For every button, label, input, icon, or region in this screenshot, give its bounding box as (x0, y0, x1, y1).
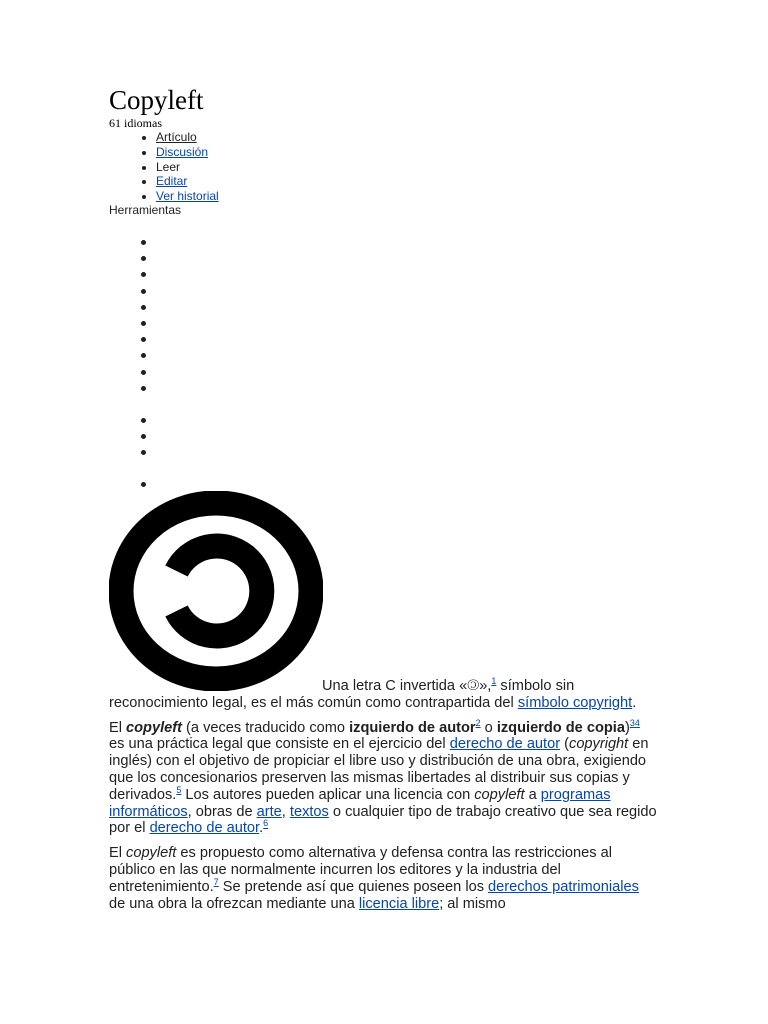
link-derecho-de-autor[interactable]: derecho de autor (449, 736, 561, 753)
tab-history-link[interactable]: Ver historial (156, 189, 219, 204)
tab-discussion (156, 145, 219, 160)
text: (a veces traducido como (181, 719, 350, 736)
term-copyright: copyright (569, 736, 629, 753)
term-copyleft: copyleft (126, 719, 182, 736)
text: es propuesto como alternativa y defensa contra las restricciones al público en las que normalmente incurren los editores y la industria del entretenimiento. (109, 845, 612, 895)
link-licencia-libre[interactable]: licencia libre (358, 895, 440, 912)
tab-article (156, 130, 219, 145)
paragraph (109, 845, 657, 912)
link-programas-informaticos[interactable]: programas informáticos (109, 786, 611, 820)
caption-text: . (632, 694, 637, 711)
reference-link[interactable]: 7 (213, 876, 219, 887)
text: , (281, 803, 290, 820)
link-derechos-patrimoniales[interactable]: derechos patrimoniales (488, 878, 639, 895)
text: El (109, 845, 127, 862)
reference-link[interactable]: 3 (629, 717, 635, 728)
link-textos[interactable]: textos (289, 803, 329, 820)
term-copyleft: copyleft (474, 786, 525, 803)
reference-link[interactable]: 2 (475, 717, 481, 728)
term-copyleft: copyleft (126, 845, 177, 862)
text: es una práctica legal que consiste en el ejercicio del (109, 736, 450, 753)
text: ) (624, 719, 630, 736)
reference-link[interactable]: 5 (176, 784, 182, 795)
reference-link[interactable]: 1 (491, 676, 497, 687)
text: El (109, 719, 127, 736)
text: a (524, 786, 541, 803)
term-izquierdo-de-copia: izquierdo de copia (496, 719, 625, 736)
text: ; al mismo (439, 895, 506, 912)
tab-article-link[interactable]: Artículo (156, 130, 197, 144)
text: o (480, 719, 497, 736)
tab-edit (156, 174, 219, 189)
text: Se pretende así que quienes poseen los (218, 878, 489, 895)
tab-history (156, 189, 219, 204)
text: ( (560, 736, 570, 753)
caption-text: símbolo sin reconocimiento legal, es el más común como contrapartida del (109, 678, 575, 711)
text: o cualquier tipo de trabajo creativo que sea regido por el (109, 803, 657, 837)
reference-marker (263, 819, 268, 829)
link-arte[interactable]: arte (256, 803, 282, 820)
caption-text: Una letra C invertida « (322, 678, 468, 694)
tab-discussion-link[interactable]: Discusión (156, 144, 209, 159)
page-title: Copyleft (109, 85, 204, 115)
tab-read-label[interactable]: Leer (156, 159, 181, 174)
reference-link[interactable]: 6 (263, 818, 269, 829)
link-copyright-symbol[interactable]: símbolo copyright (517, 694, 633, 711)
text: , obras de (187, 803, 257, 820)
text: . (259, 820, 264, 837)
copyleft-logo-image (109, 491, 323, 691)
copyleft-symbol-glyph: 🄯 (467, 678, 480, 694)
text: de una obra la ofrezcan mediante una (109, 895, 359, 912)
text: Los autores pueden aplicar una licencia con (181, 786, 475, 803)
reference-marker (630, 718, 640, 728)
image-caption (109, 678, 657, 712)
tools-menu-label[interactable]: Herramientas (109, 203, 182, 217)
reference-link[interactable]: 4 (634, 717, 640, 728)
tab-read (156, 160, 219, 175)
term-izquierdo-de-autor: izquierdo de autor (349, 719, 476, 736)
text: en inglés) con el objetivo de propiciar el libre uso y distribución de una obra, exigiendo que los concesionarios preserven las mismas libertades al distribuir sus copias y derivados. (109, 736, 649, 803)
link-derecho-de-autor[interactable]: derecho de autor (149, 820, 260, 837)
article-content (109, 678, 657, 920)
page-tabs (135, 130, 219, 204)
paragraph (109, 717, 657, 838)
caption-text: », (479, 678, 492, 694)
tab-edit-link[interactable]: Editar (156, 174, 188, 189)
language-count[interactable]: 61 idiomas (109, 116, 162, 130)
